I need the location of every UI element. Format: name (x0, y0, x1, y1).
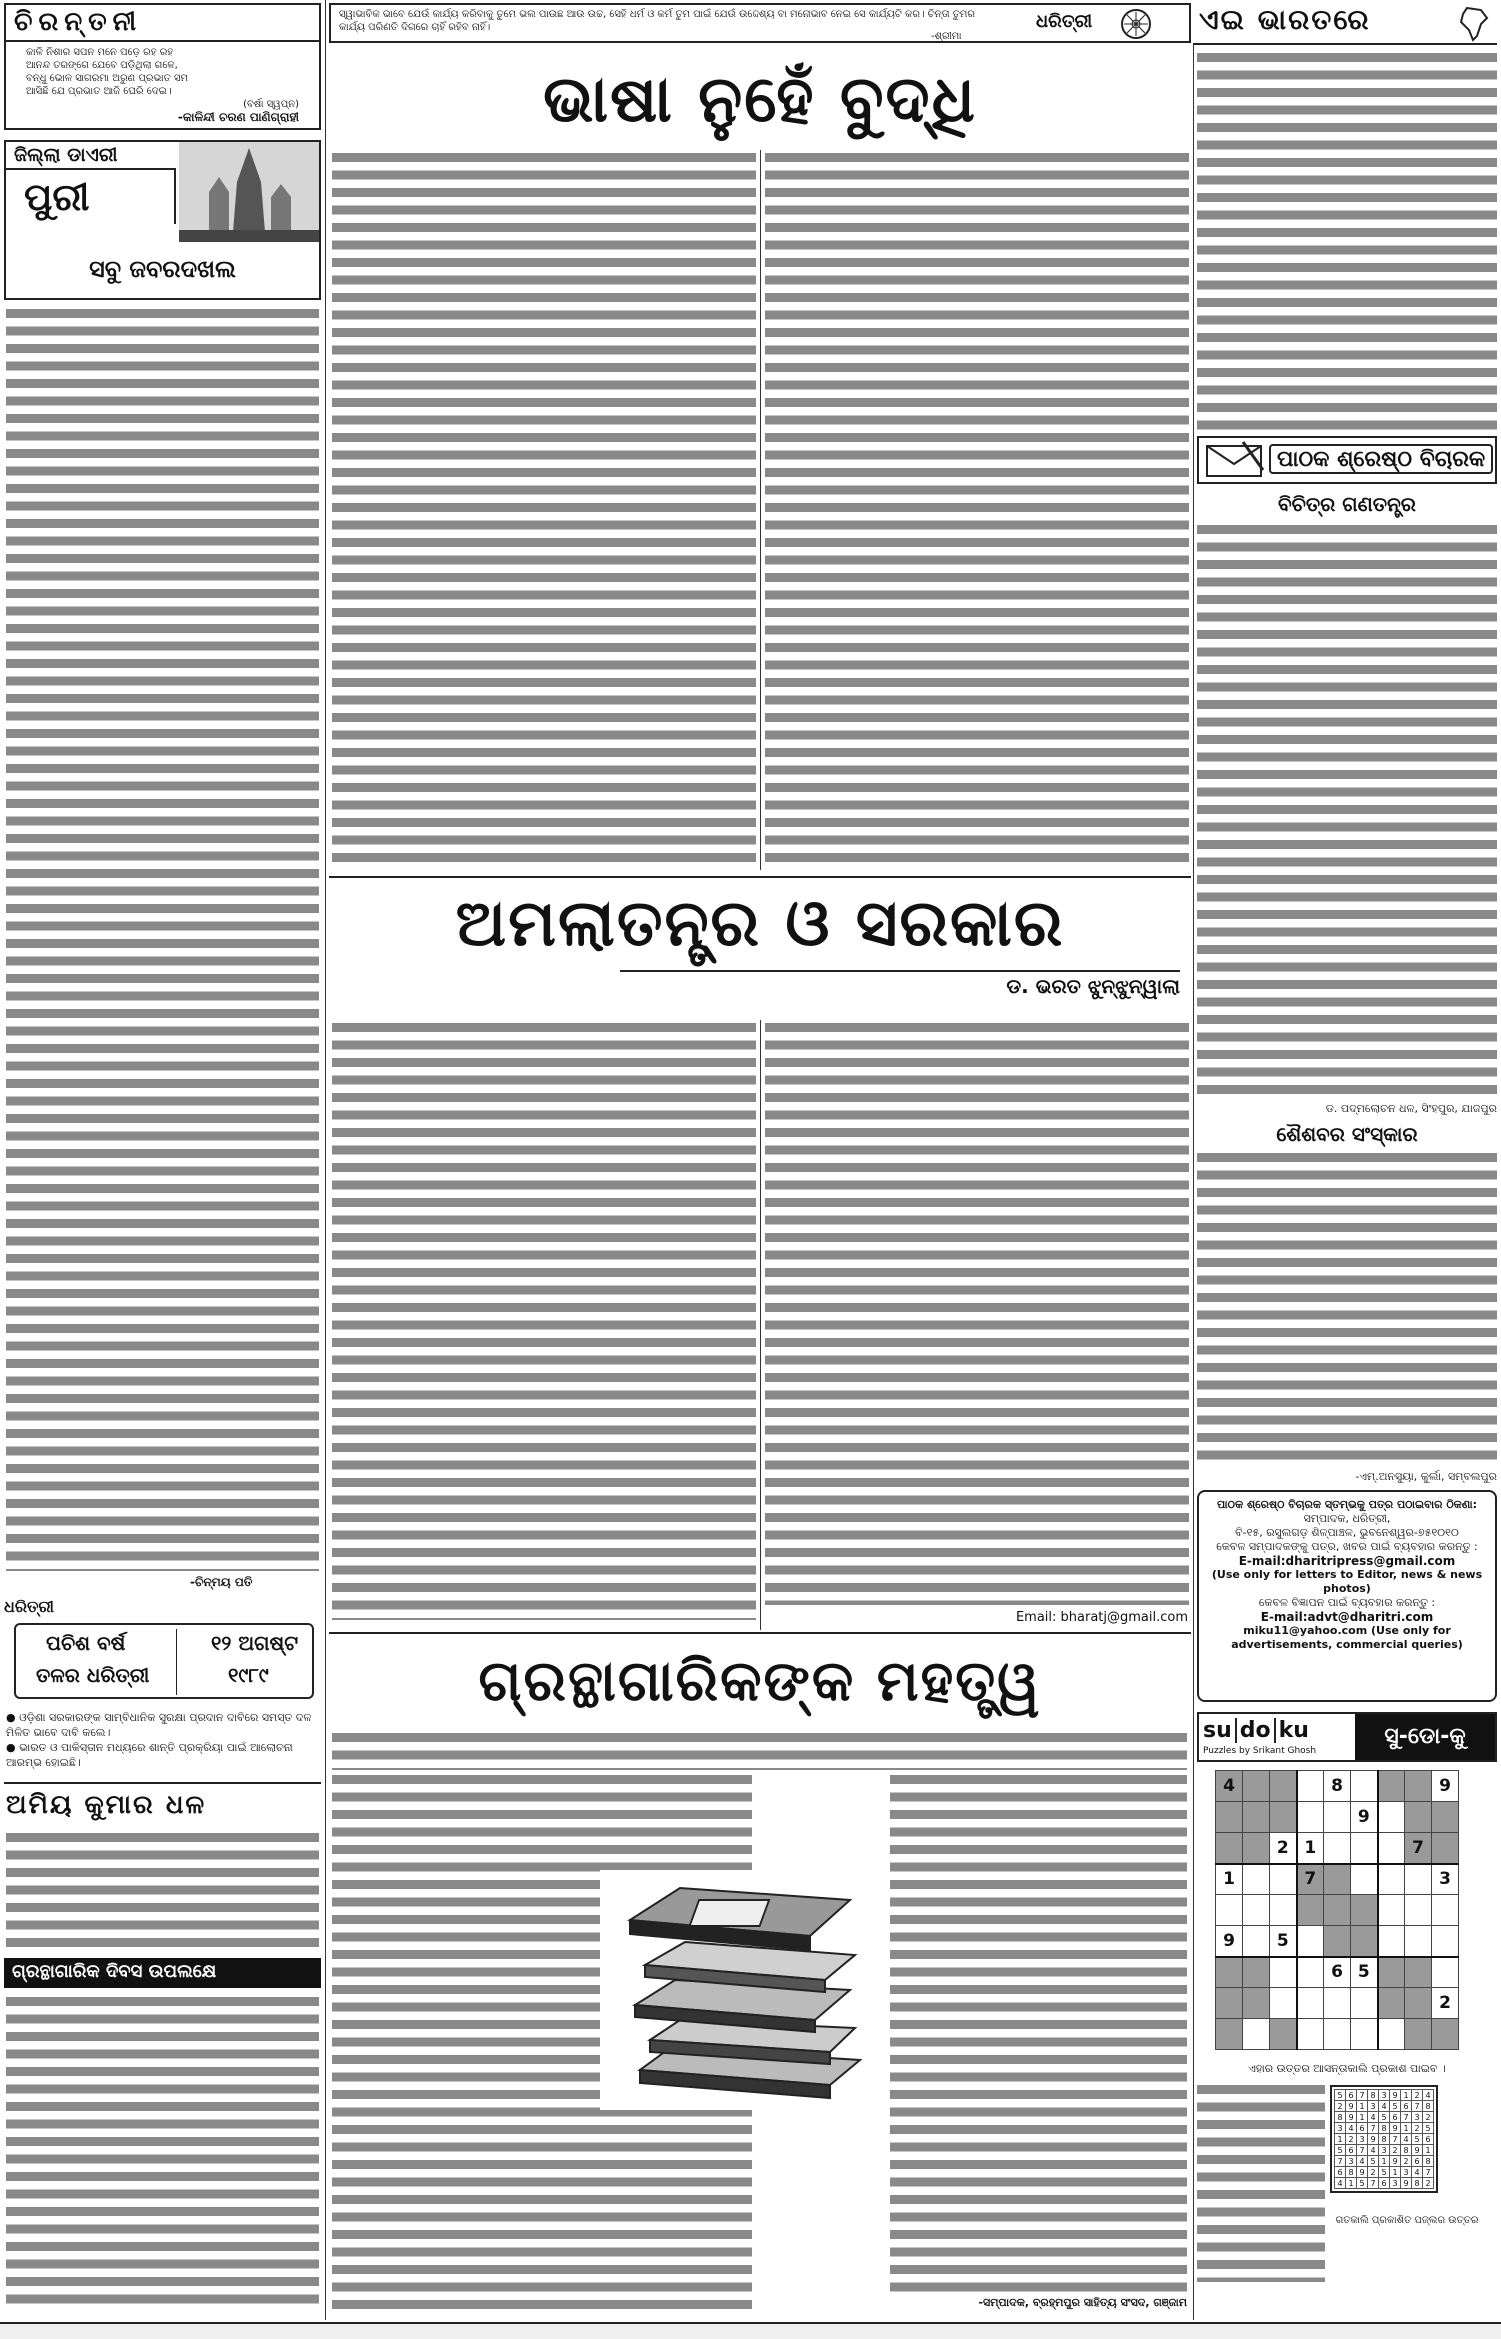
solution-row (1335, 2123, 1434, 2134)
contact-heading: ପାଠକ ଶ୍ରେଷ୍ଠ ବିଚାରକ ସ୍ତମ୍ଭକୁ ପତ୍ର ପଠାଇବାର ଠିକଣା: (1216, 1498, 1478, 1511)
poem-line: କାଳି ନିଶାର ସପନ ମନେ ପଡ଼େ ରହ ରହ (26, 47, 174, 58)
sudoku-row (1216, 1926, 1459, 1957)
sudoku-cell[interactable] (1378, 1802, 1405, 1833)
solution-row (1335, 2178, 1434, 2189)
solution-cell: 9 (1357, 2167, 1368, 2178)
solution-cell: 1 (1423, 2145, 1434, 2156)
sudoku-row (1216, 1988, 1459, 2019)
contact-note-2: କେବଳ ବିଜ୍ଞାପନ ପାଇଁ ବ୍ୟବହାର କରନ୍ତୁ : (1258, 1596, 1436, 1609)
bhasha-article-col1 (332, 150, 756, 870)
body-text-lines (1197, 1150, 1497, 1468)
sudoku-cell[interactable] (1216, 1988, 1243, 2019)
anniversary-box (4, 1597, 321, 1707)
solution-cell: 2 (1423, 2112, 1434, 2123)
solution-cell: 1 (1401, 2090, 1412, 2101)
sudoku-cell[interactable]: 9 (1216, 1926, 1243, 1957)
bottom-left-author: ଅମିୟ କୁମାର ଧଳ (6, 1790, 207, 1820)
solution-cell: 2 (1346, 2134, 1357, 2145)
solution-cell: 6 (1346, 2145, 1357, 2156)
solution-cell: 8 (1412, 2178, 1423, 2189)
sudoku-cell[interactable] (1216, 1895, 1243, 1926)
poem-line: ଆନନ୍ଦ ତରଙ୍ଗେ ଯେବେ ପଡ଼ିଥିଲା ଗଳେ, (26, 60, 178, 71)
sudoku-cell[interactable] (1378, 1926, 1405, 1957)
reader-banner (1197, 436, 1497, 484)
solution-cell: 5 (1412, 2134, 1423, 2145)
solution-cell: 7 (1401, 2112, 1412, 2123)
body-text-lines (1197, 522, 1497, 1100)
solution-cell: 3 (1401, 2167, 1412, 2178)
sudoku-cell[interactable] (1378, 1864, 1405, 1895)
sudoku-cell[interactable] (1216, 1833, 1243, 1864)
sudoku-cell[interactable]: 9 (1432, 1771, 1459, 1802)
sudoku-cell[interactable]: 8 (1324, 1771, 1351, 1802)
solution-cell: 3 (1390, 2178, 1401, 2189)
diary-headline: ସବୁ ଜବରଦଖଲ (89, 254, 236, 283)
sudoku-grid[interactable] (1215, 1770, 1459, 2050)
poem-box-title: ଚିରନ୍ତନୀ (6, 5, 319, 42)
right-title-text: ଏଇ ଭାରତରେ (1199, 3, 1371, 36)
sudoku-cell[interactable] (1351, 1864, 1378, 1895)
solution-cell: 5 (1379, 2112, 1390, 2123)
sudoku-cell[interactable] (1216, 1957, 1243, 1988)
solution-row (1335, 2145, 1434, 2156)
sudoku-cell[interactable] (1405, 2019, 1432, 2050)
quote-strip (329, 3, 1191, 43)
sudoku-cell[interactable] (1324, 1926, 1351, 1957)
sudoku-cell[interactable] (1378, 2019, 1405, 2050)
sudoku-cell[interactable] (1297, 2019, 1324, 2050)
solution-cell: 3 (1412, 2112, 1423, 2123)
sudoku-cell[interactable] (1405, 1926, 1432, 1957)
sudoku-cell[interactable] (1405, 1957, 1432, 1988)
sudoku-cell[interactable]: 2 (1432, 1988, 1459, 2019)
solution-cell: 8 (1379, 2134, 1390, 2145)
sudoku-cell[interactable] (1432, 1833, 1459, 1864)
editor-email[interactable]: E-mail:dharitripress@gmail.com (1238, 1554, 1456, 1568)
sudoku-cell[interactable]: 1 (1216, 1864, 1243, 1895)
body-text-lines (1197, 50, 1497, 430)
solution-cell: 1 (1357, 2101, 1368, 2112)
solution-cell: 3 (1379, 2090, 1390, 2101)
temple-image (179, 142, 319, 242)
letter-body-1 (1197, 522, 1497, 1100)
solution-cell: 1 (1401, 2123, 1412, 2134)
anniversary-years: ପଚିଶ ବର୍ଷ (46, 1631, 126, 1655)
sudoku-cell[interactable] (1270, 1771, 1297, 1802)
body-text-lines (890, 1772, 1187, 2292)
sudoku-cell[interactable] (1378, 1771, 1405, 1802)
sudoku-solution (1334, 2089, 1434, 2189)
bullet-text: ଓଡ଼ିଶା ସରକାରଙ୍କ ସାମ୍ବିଧାନିକ ସୁରକ୍ଷା ପ୍ରଦାନ ଦାବିରେ ସମସ୍ତ ଦଳ ମିଳିତ ଭାବେ ଦାବି କଲେ। (6, 1711, 312, 1739)
sudoku-cell[interactable] (1243, 2019, 1270, 2050)
body-text-lines (6, 306, 319, 1571)
solution-cell: 9 (1390, 2090, 1401, 2101)
bottom-left-body (6, 1830, 319, 1950)
solution-cell: 3 (1368, 2101, 1379, 2112)
books-stack-image (600, 1870, 890, 2110)
solution-row (1335, 2101, 1434, 2112)
sudoku-cell[interactable] (1432, 1926, 1459, 1957)
contact-box (1197, 1490, 1497, 1702)
sudoku-cell[interactable] (1297, 1957, 1324, 1988)
solution-cell: 6 (1390, 2112, 1401, 2123)
solution-cell: 8 (1346, 2167, 1357, 2178)
sudoku-cell[interactable] (1270, 1957, 1297, 1988)
contact-address-1: ସମ୍ପାଦକ, ଧରିତ୍ରୀ, (1303, 1512, 1391, 1525)
sudoku-cell[interactable] (1405, 1771, 1432, 1802)
poem-box (4, 3, 321, 130)
sudoku-cell[interactable] (1432, 2019, 1459, 2050)
sudoku-cell[interactable] (1351, 1895, 1378, 1926)
sudoku-cell[interactable] (1297, 1988, 1324, 2019)
solution-cell: 5 (1423, 2123, 1434, 2134)
sudoku-cell[interactable] (1243, 1988, 1270, 2019)
solution-cell: 5 (1368, 2156, 1379, 2167)
body-text-lines (1197, 2082, 1325, 2282)
solution-cell: 8 (1423, 2156, 1434, 2167)
solution-cell: 8 (1401, 2145, 1412, 2156)
sudoku-cell[interactable] (1324, 1895, 1351, 1926)
diary-label: ଜିଲ୍ଲା ଡାଏରୀ (6, 142, 176, 170)
sudoku-cell[interactable]: 2 (1270, 1833, 1297, 1864)
solution-cell: 2 (1423, 2178, 1434, 2189)
dharitri-logo-small: ଧରିତ୍ରୀ (4, 1597, 54, 1616)
quote-text: ସ୍ୱାଭାବିକ ଭାବେ ଯେଉଁ କାର୍ଯ୍ୟ କରିବାକୁ ତୁମେ ଭଲ ପାଉଛ ଆଉ ଉଚ୍ଚ, ସେହି ଧର୍ମ ଓ କର୍ମ ତୁମ ପାଇଁ ଯେଉଁ ଉଦ୍ଦେଶ୍ୟ ବା ମନୋଭାବ ନେଇ ସେ କାର୍ଯ୍ୟଟି କର। ଚିନ୍ତା ତୁମର କାର୍ଯ୍ୟ ପରିଣତି ଦିଗରେ ଚାହିଁ ରହିବ ନାହିଁ। (339, 9, 975, 33)
solution-cell: 4 (1412, 2167, 1423, 2178)
letter-sign-1: ଡ. ପଦ୍ମଲୋଚନ ଧଳ, ସିଂହପୁର, ଯାଜପୁର (1325, 1102, 1497, 1115)
right-column-title (1193, 3, 1497, 45)
author-email: Email: bharatj@gmail.com (1015, 1610, 1188, 1625)
sudoku-cell[interactable] (1324, 1833, 1351, 1864)
sudoku-row (1216, 1771, 1459, 1802)
sudoku-cell[interactable] (1405, 1802, 1432, 1833)
sudoku-solution-wrap (1330, 2085, 1438, 2193)
sudoku-row (1216, 1957, 1459, 1988)
letter-title-2: ଶୈଶବର ସଂସ୍କାର (1276, 1122, 1418, 1146)
anniversary-year: ୧୯୮୯ (228, 1663, 269, 1687)
sudoku-cell[interactable] (1432, 1895, 1459, 1926)
solution-cell: 1 (1346, 2178, 1357, 2189)
sudoku-cell[interactable]: 5 (1270, 1926, 1297, 1957)
contact-note-1: କେବଳ ସମ୍ପାଦକଙ୍କୁ ପତ୍ର, ଖବର ପାଇଁ ବ୍ୟବହାର କରନ୍ତୁ : (1216, 1540, 1478, 1553)
solution-cell: 4 (1401, 2134, 1412, 2145)
sudoku-cell[interactable]: 7 (1297, 1864, 1324, 1895)
solution-caption: ଗତକାଲି ପ୍ରକାଶିତ ପଜ୍‌ଲର ଉତ୍ତର (1335, 2215, 1479, 2226)
sudoku-cell[interactable] (1216, 1802, 1243, 1833)
sudoku-caption: ଏହାର ଉତ୍ତର ଆସନ୍ତାକାଲି ପ୍ରକାଶ ପାଇବ । (1248, 2062, 1446, 2075)
sudoku-cell[interactable] (1297, 1926, 1324, 1957)
byline-amalatantra: ଡ. ଭରତ ଝୁନ୍‌ଝୁନ୍‌ୱାଲା (620, 970, 1180, 998)
amalatantra-col2 (765, 1020, 1189, 1605)
solution-cell: 2 (1368, 2167, 1379, 2178)
letter-body-2 (1197, 1150, 1497, 1468)
sudoku-cell[interactable] (1270, 1864, 1297, 1895)
sudoku-cell[interactable] (1405, 1988, 1432, 2019)
solution-cell: 6 (1379, 2178, 1390, 2189)
bullet-text: ଭାରତ ଓ ପାକିସ୍ତାନ ମଧ୍ୟରେ ଶାନ୍ତି ପ୍ରକ୍ରିୟା ପାଇଁ ଆଲୋଚନା ଆରମ୍ଭ ହୋଇଛି। (6, 1741, 293, 1769)
solution-cell: 9 (1390, 2123, 1401, 2134)
sudoku-row (1216, 1802, 1459, 1833)
page-bottom-strip (0, 2324, 1501, 2339)
solution-cell: 5 (1335, 2145, 1346, 2156)
advt-email[interactable]: E-mail:advt@dharitri.com (1260, 1610, 1434, 1624)
sudoku-row (1216, 1833, 1459, 1864)
solution-cell: 9 (1390, 2156, 1401, 2167)
solution-cell: 4 (1423, 2090, 1434, 2101)
india-map-icon (1457, 6, 1491, 42)
solution-cell: 8 (1423, 2101, 1434, 2112)
solution-cell: 3 (1335, 2123, 1346, 2134)
poem-author: -କାଳିନ୍ଦୀ ଚରଣ ପାଣିଗ୍ରାହୀ (177, 110, 299, 124)
sudoku-cell[interactable]: 5 (1351, 1957, 1378, 1988)
sudoku-cell[interactable] (1243, 1864, 1270, 1895)
solution-cell: 2 (1412, 2090, 1423, 2101)
sudoku-cell[interactable] (1270, 2019, 1297, 2050)
headline-bhasha: ଭାଷା ନୁହେଁ ବୁଦ୍ଧି (543, 62, 977, 137)
sudoku-cell[interactable] (1432, 1802, 1459, 1833)
sudoku-cell[interactable] (1216, 2019, 1243, 2050)
library-article-top (332, 1730, 1187, 1770)
sudoku-cell[interactable] (1351, 1771, 1378, 1802)
sudoku-header (1197, 1712, 1497, 1762)
solution-cell: 5 (1335, 2090, 1346, 2101)
sudoku-cell[interactable] (1270, 1802, 1297, 1833)
solution-cell: 4 (1346, 2123, 1357, 2134)
sudoku-cell[interactable]: 9 (1351, 1802, 1378, 1833)
sudoku-cell[interactable] (1351, 1926, 1378, 1957)
letter-title-1: ବିଚିତ୍ର ଗଣତନ୍ତ୍ର (1278, 492, 1416, 516)
poem-line: ଆସିଛି ଯେ ପ୍ରଭାତ ଆଜି ଘେରି ଦେଇ। (26, 86, 172, 97)
solution-cell: 6 (1401, 2101, 1412, 2112)
sudoku-rules (1197, 2082, 1325, 2282)
solution-cell: 4 (1379, 2101, 1390, 2112)
sudoku-cell[interactable] (1432, 1957, 1459, 1988)
sudoku-cell[interactable] (1351, 1833, 1378, 1864)
advt-email-2[interactable]: miku11@yahoo.com (Use only for advertisements, commercial queries) (1231, 1624, 1463, 1651)
sudoku-logo-part: su (1203, 1718, 1232, 1743)
solution-cell: 6 (1423, 2134, 1434, 2145)
wheel-icon (1121, 9, 1151, 39)
solution-cell: 8 (1379, 2123, 1390, 2134)
solution-row (1335, 2156, 1434, 2167)
solution-cell: 2 (1335, 2101, 1346, 2112)
sudoku-cell[interactable] (1405, 1895, 1432, 1926)
sudoku-cell[interactable]: 3 (1432, 1864, 1459, 1895)
solution-cell: 3 (1346, 2156, 1357, 2167)
sudoku-cell[interactable] (1297, 1771, 1324, 1802)
body-text-lines (765, 1020, 1189, 1605)
quote-author: -ଶ୍ରୀମା (931, 31, 962, 42)
solution-cell: 9 (1346, 2101, 1357, 2112)
body-text-lines (765, 150, 1189, 870)
sudoku-cell[interactable] (1243, 1957, 1270, 1988)
contact-address-2: ବି-୧୫, ରସୁଲଗଡ଼ ଶିଳ୍ପାଞ୍ଚଳ, ଭୁବନେଶ୍ୱର-୭୫୧୦୧୦ (1235, 1526, 1459, 1539)
reader-banner-text: ପାଠକ ଶ୍ରେଷ୍ଠ ବିଚାରକ (1269, 444, 1493, 474)
diary-author: -ଚିନ୍ମୟ ପତି (190, 1575, 253, 1589)
sudoku-cell[interactable] (1378, 1988, 1405, 2019)
anniversary-subtitle: ତଳର ଧରିତ୍ରୀ (36, 1663, 150, 1687)
sudoku-cell[interactable] (1378, 1957, 1405, 1988)
solution-cell: 1 (1379, 2156, 1390, 2167)
solution-cell: 6 (1357, 2123, 1368, 2134)
sudoku-row (1216, 2019, 1459, 2050)
sudoku-cell[interactable] (1243, 1802, 1270, 1833)
poem-line: ବନ୍ଧୁ ଭୋଳ ସାଗରମା ଅରୁଣ ପ୍ରଭାତ ସମ (26, 73, 188, 84)
solution-cell: 2 (1390, 2145, 1401, 2156)
anniversary-frame (14, 1623, 314, 1699)
solution-cell: 7 (1412, 2101, 1423, 2112)
library-day-banner: ଗ୍ରନ୍ଥାଗାରିକ ଦିବସ ଉପଲକ୍ଷେ (4, 1958, 321, 1988)
solution-cell: 6 (1346, 2090, 1357, 2101)
body-text-lines (6, 1830, 319, 1950)
solution-cell: 9 (1368, 2134, 1379, 2145)
headline-amalatantra: ଅମଲାତନ୍ତ୍ର ଓ ସରକାର (455, 886, 1065, 961)
paper-logo: ଧରିତ୍ରୀ (1036, 11, 1093, 32)
sudoku-cell[interactable] (1378, 1833, 1405, 1864)
sudoku-cell[interactable] (1297, 1802, 1324, 1833)
solution-cell: 7 (1390, 2134, 1401, 2145)
solution-cell: 9 (1346, 2112, 1357, 2123)
solution-cell: 4 (1357, 2156, 1368, 2167)
sudoku-cell[interactable] (1243, 1895, 1270, 1926)
solution-cell: 6 (1335, 2167, 1346, 2178)
body-text-lines (332, 1730, 1187, 1770)
solution-cell: 4 (1368, 2145, 1379, 2156)
solution-cell: 7 (1368, 2178, 1379, 2189)
sudoku-row (1216, 1864, 1459, 1895)
sudoku-cell[interactable]: 4 (1216, 1771, 1243, 1802)
sudoku-cell[interactable] (1405, 1864, 1432, 1895)
library-signoff: -ସମ୍ପାଦକ, ବ୍ରହ୍ମପୁର ସାହିତ୍ୟ ସଂସଦ, ଗଞ୍ଜାମ (978, 2296, 1187, 2309)
sudoku-logo-part: do (1235, 1718, 1271, 1743)
solution-cell: 2 (1401, 2156, 1412, 2167)
solution-cell: 7 (1423, 2167, 1434, 2178)
solution-cell: 7 (1357, 2090, 1368, 2101)
sudoku-cell[interactable]: 7 (1405, 1833, 1432, 1864)
solution-row (1335, 2090, 1434, 2101)
sudoku-cell[interactable] (1324, 2019, 1351, 2050)
body-text-lines (332, 150, 756, 870)
solution-row (1335, 2112, 1434, 2123)
sudoku-grid-wrap (1215, 1770, 1459, 2050)
sudoku-title: ସୁ-ଡୋ-କୁ (1355, 1714, 1495, 1760)
solution-cell: 9 (1401, 2178, 1412, 2189)
solution-cell: 9 (1412, 2145, 1423, 2156)
solution-cell: 1 (1357, 2112, 1368, 2123)
sudoku-cell[interactable] (1324, 1988, 1351, 2019)
poem-line: (ବର୍ଷା ସ୍ୱପ୍ନ) (243, 99, 299, 110)
ei-bharatare-body (1197, 50, 1497, 430)
solution-cell: 2 (1412, 2123, 1423, 2134)
solution-cell: 1 (1335, 2134, 1346, 2145)
sudoku-cell[interactable] (1270, 1988, 1297, 2019)
sudoku-byline: Puzzles by Srikant Ghosh (1203, 1746, 1317, 1756)
headline-library: ଗ୍ରନ୍ଥାଗାରିକଙ୍କ ମହତ୍ତ୍ୱ (478, 1648, 1042, 1714)
letter-icon (1203, 440, 1265, 480)
solution-cell: 3 (1357, 2134, 1368, 2145)
solution-cell: 3 (1379, 2145, 1390, 2156)
solution-cell: 7 (1368, 2123, 1379, 2134)
sudoku-cell[interactable] (1378, 1895, 1405, 1926)
solution-row (1335, 2167, 1434, 2178)
library-article-col2 (890, 1772, 1187, 2292)
sudoku-cell[interactable] (1324, 1864, 1351, 1895)
sudoku-logo-part: ku (1274, 1718, 1309, 1743)
anniversary-date: ୧୨ ଅଗଷ୍ଟ (211, 1631, 299, 1655)
sudoku-cell[interactable]: 1 (1297, 1833, 1324, 1864)
sudoku-cell[interactable] (1270, 1895, 1297, 1926)
anniversary-bullets (6, 1710, 319, 1770)
bottom-left-body-2 (6, 1994, 319, 2312)
sudoku-cell[interactable] (1324, 1802, 1351, 1833)
solution-row (1335, 2134, 1434, 2145)
solution-cell: 4 (1368, 2112, 1379, 2123)
sudoku-cell[interactable] (1243, 1771, 1270, 1802)
solution-cell: 7 (1357, 2145, 1368, 2156)
solution-cell: 8 (1335, 2112, 1346, 2123)
letter-sign-2: -ଏମ୍.ଅନସୁୟା, କୁର୍ଲା, ସମ୍ବଲପୁର (1355, 1470, 1497, 1483)
body-text-lines (6, 1994, 319, 2312)
solution-cell: 5 (1379, 2167, 1390, 2178)
solution-cell: 4 (1335, 2178, 1346, 2189)
bullet-item: ● ଭାରତ ଓ ପାକିସ୍ତାନ ମଧ୍ୟରେ ଶାନ୍ତି ପ୍ରକ୍ରିୟା ପାଇଁ ଆଲୋଚନା ଆରମ୍ଭ ହୋଇଛି। (6, 1741, 293, 1769)
solution-cell: 6 (1412, 2156, 1423, 2167)
sudoku-cell[interactable] (1243, 1926, 1270, 1957)
bhasha-article-col2 (765, 150, 1189, 870)
editor-email-note: (Use only for letters to Editor, news & news photos) (1211, 1568, 1483, 1595)
sudoku-cell[interactable] (1351, 2019, 1378, 2050)
sudoku-cell[interactable]: 6 (1324, 1957, 1351, 1988)
solution-cell: 7 (1335, 2156, 1346, 2167)
solution-cell: 8 (1368, 2090, 1379, 2101)
district-name: ପୁରୀ (6, 170, 176, 224)
diary-article-body (6, 306, 319, 1571)
sudoku-row (1216, 1895, 1459, 1926)
solution-cell: 5 (1357, 2178, 1368, 2189)
sudoku-cell[interactable] (1297, 1895, 1324, 1926)
bullet-item: ● ଓଡ଼ିଶା ସରକାରଙ୍କ ସାମ୍ବିଧାନିକ ସୁରକ୍ଷା ପ୍ରଦାନ ଦାବିରେ ସମସ୍ତ ଦଳ ମିଳିତ ଭାବେ ଦାବି କଲେ। (6, 1711, 312, 1739)
solution-cell: 5 (1390, 2101, 1401, 2112)
amalatantra-col1 (332, 1020, 756, 1620)
sudoku-cell[interactable] (1243, 1833, 1270, 1864)
district-diary (4, 140, 321, 300)
body-text-lines (332, 1020, 756, 1620)
sudoku-cell[interactable] (1351, 1988, 1378, 2019)
solution-cell: 1 (1390, 2167, 1401, 2178)
